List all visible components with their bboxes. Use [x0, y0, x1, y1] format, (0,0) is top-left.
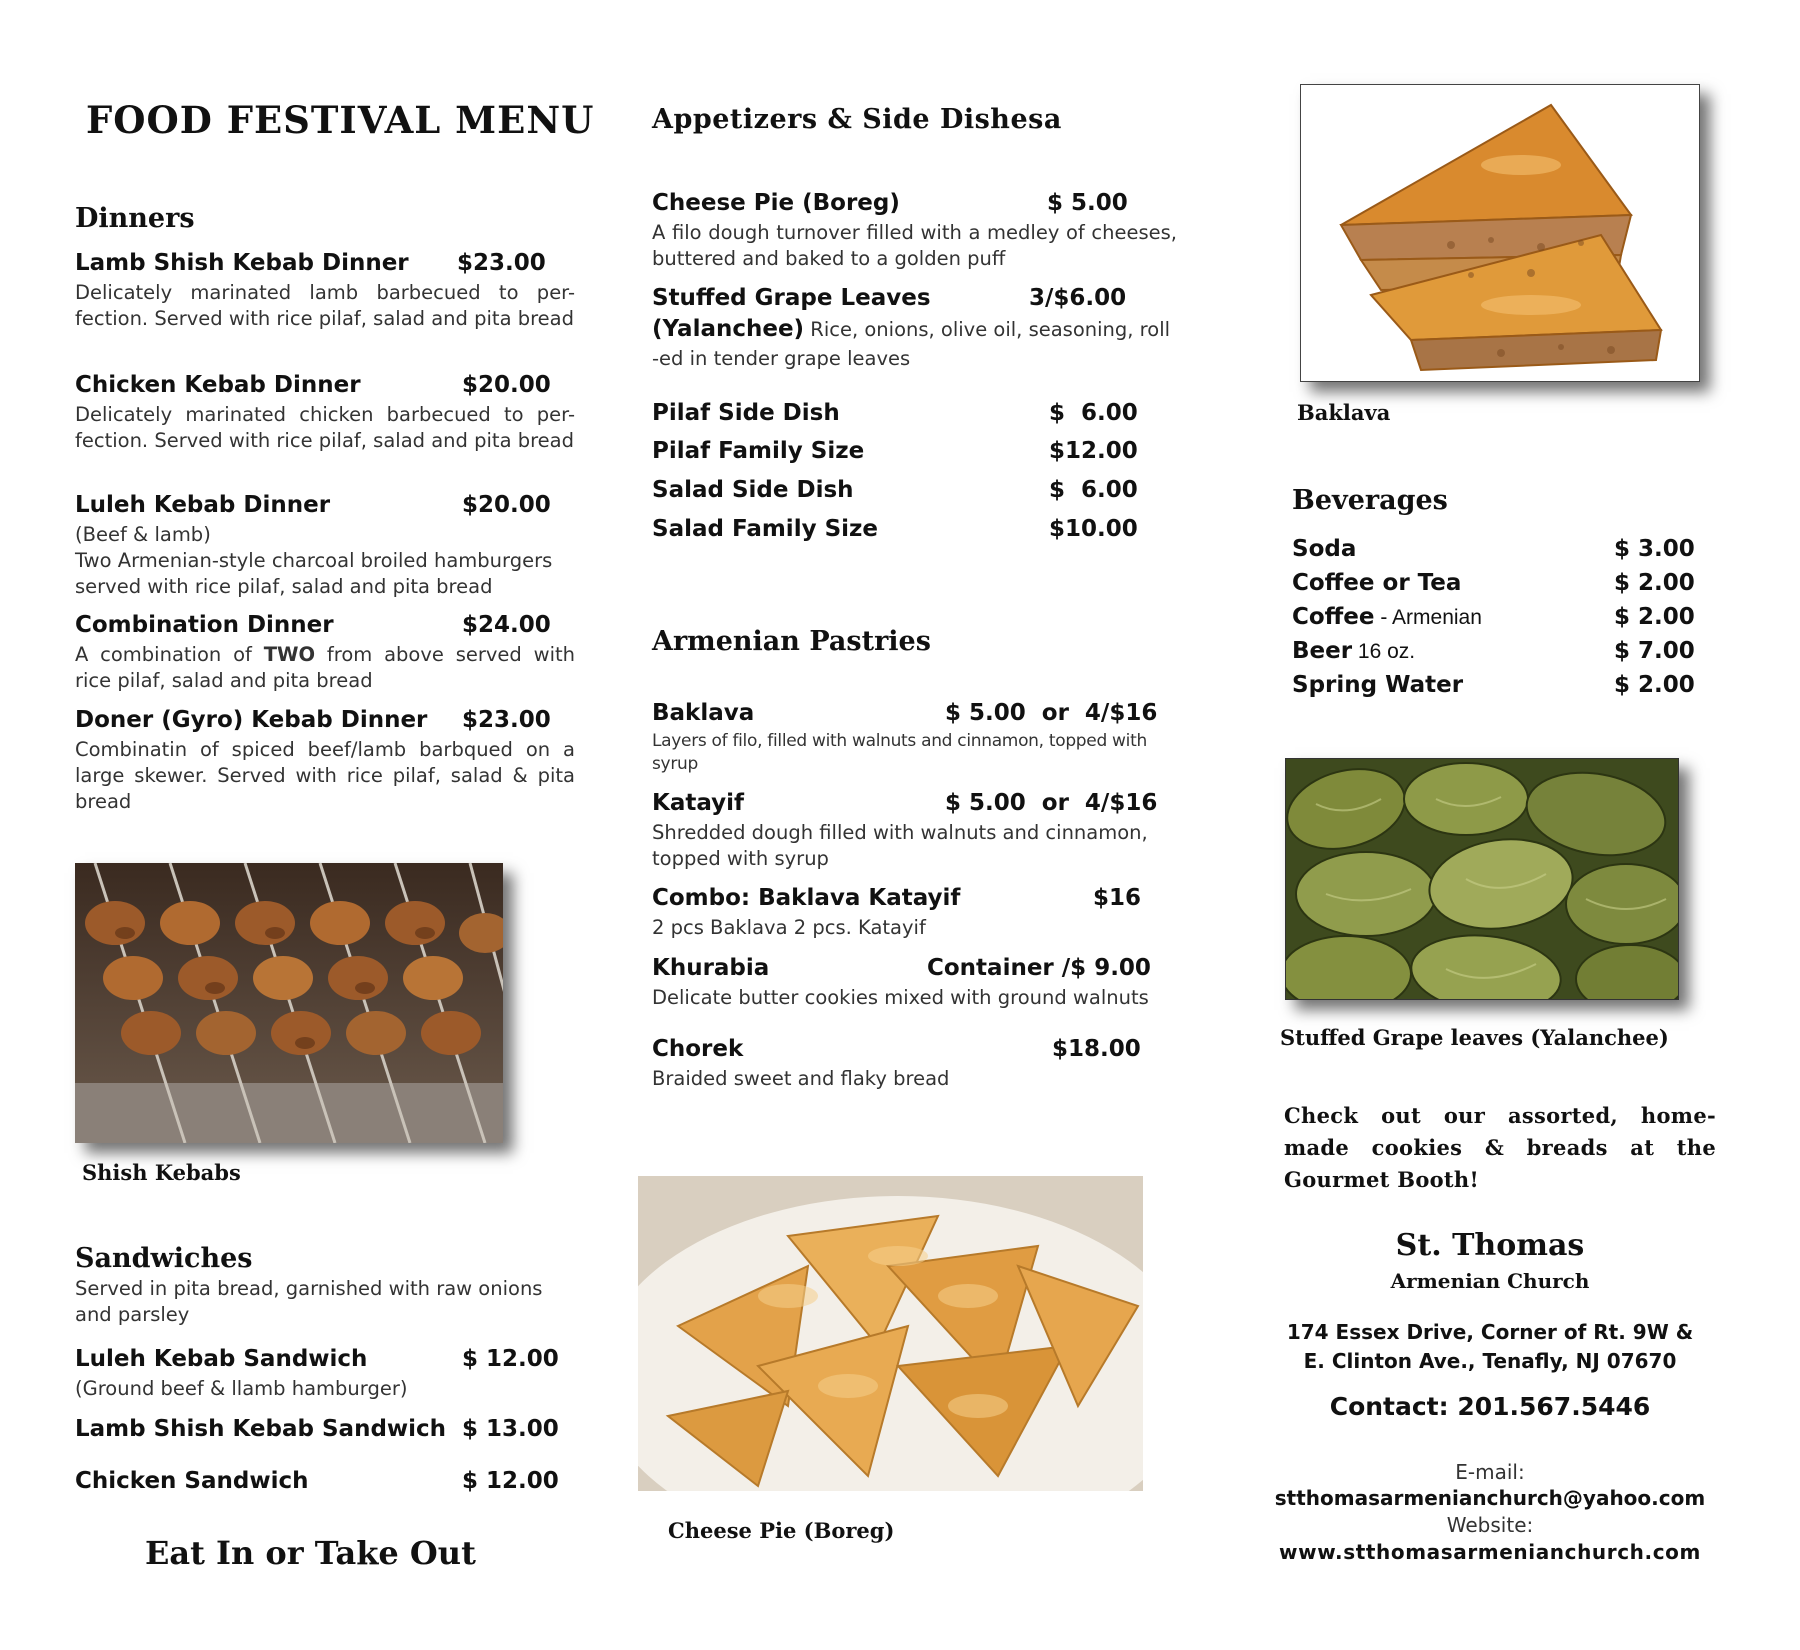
item-name: Chorek	[652, 1036, 744, 1062]
email-label: E-mail:	[1455, 1460, 1525, 1484]
cheese-pie-caption: Cheese Pie (Boreg)	[668, 1518, 895, 1543]
baklava-photo	[1300, 84, 1700, 382]
item-price: $ 6.00	[1049, 477, 1138, 503]
item-price: $ 13.00	[462, 1416, 559, 1442]
beverage-price: $ 2.00	[1614, 672, 1695, 698]
item-price: $ 12.00	[462, 1346, 559, 1372]
beverage-row	[1292, 536, 1695, 562]
description-text: A combination of	[75, 643, 264, 666]
item-price: $24.00	[462, 612, 551, 638]
item-price: $ 12.00	[462, 1468, 559, 1494]
item-name: Pilaf Side Dish	[652, 400, 840, 426]
item-name: Chicken Kebab Dinner	[75, 372, 361, 398]
item-price: $ 5.00	[1047, 190, 1128, 216]
beverage-name: Spring Water	[1292, 672, 1464, 698]
beverage-price: $ 7.00	[1614, 638, 1695, 664]
item-name: Khurabia	[652, 955, 770, 981]
beverage-row	[1292, 638, 1695, 664]
website-label: Website:	[1446, 1513, 1534, 1537]
item-description	[75, 642, 575, 694]
cheese-pie-photo	[638, 1176, 1143, 1491]
item-description: Shredded dough filled with walnuts and cinnamon, topped with syrup	[652, 821, 1148, 870]
kebab-icon	[75, 863, 503, 1143]
grape-leaves-icon	[1286, 759, 1678, 999]
item-price: $12.00	[1049, 438, 1138, 464]
emphasis-text: TWO	[263, 643, 316, 666]
item-name: Salad Family Size	[652, 516, 879, 542]
item-price: $ 5.00 or 4/$16	[945, 790, 1158, 816]
item-name: Luleh Kebab Dinner	[75, 492, 331, 518]
item-price: $16	[1093, 885, 1142, 911]
beverage-row	[1292, 672, 1695, 698]
item-description: 2 pcs Baklava 2 pcs. Katayif	[652, 916, 926, 939]
gourmet-booth-promo: Check out our assorted, home-made cookies & breads at the Gourmet Booth!	[1284, 1103, 1716, 1192]
beverage-row	[1292, 570, 1695, 596]
item-price: $23.00	[462, 707, 551, 733]
eat-in-take-out: Eat In or Take Out	[145, 1534, 476, 1572]
grape-leaves-caption: Stuffed Grape leaves (Yalanchee)	[1280, 1025, 1669, 1050]
item-price: $ 5.00 or 4/$16	[945, 700, 1158, 726]
menu-title: FOOD FESTIVAL MENU	[86, 98, 595, 142]
item-name: Chicken Sandwich	[75, 1468, 309, 1494]
item-price: $ 6.00	[1049, 400, 1138, 426]
baklava-caption: Baklava	[1297, 400, 1391, 425]
beverage-name: Soda	[1292, 536, 1357, 562]
item-name: Lamb Shish Kebab Dinner	[75, 250, 409, 276]
item-description: Delicately marinated chicken barbecued to per-fection. Served with rice pilaf, salad and pita bread	[75, 403, 575, 452]
dinners-heading: Dinners	[75, 203, 195, 234]
item-description: Combinatin of spiced beef/lamb barbqued on a large skewer. Served with rice pilaf, salad & pita bread	[75, 738, 575, 813]
item-description: A filo dough turnover filled with a medley of cheeses, buttered and baked to a golden puff	[652, 221, 1177, 270]
contact-phone: Contact: 201.567.5446	[1329, 1392, 1651, 1421]
item-price: $20.00	[462, 492, 551, 518]
email-link[interactable]: stthomasarmenianchurch@yahoo.com	[1274, 1486, 1706, 1510]
pastries-heading: Armenian Pastries	[652, 626, 931, 657]
item-price: Container /$ 9.00	[927, 955, 1151, 981]
address-line: E. Clinton Ave., Tenafly, NJ 07670	[1303, 1349, 1677, 1373]
item-note: (Beef & lamb)	[75, 523, 211, 546]
item-name: (Yalanchee)	[652, 316, 805, 342]
beverage-name: Coffee	[1292, 604, 1375, 630]
item-price: $23.00	[457, 250, 546, 276]
website-link[interactable]: www.stthomasarmenianchurch.com	[1279, 1540, 1701, 1564]
item-name: Combo: Baklava Katayif	[652, 885, 961, 911]
beverage-extra: - Armenian	[1374, 606, 1482, 629]
item-name: Stuffed Grape Leaves	[652, 285, 931, 311]
item-price: $18.00	[1052, 1036, 1141, 1062]
beverages-heading: Beverages	[1292, 485, 1448, 516]
church-subtitle: Armenian Church	[1390, 1269, 1590, 1293]
item-name: Pilaf Family Size	[652, 438, 865, 464]
item-name: Combination Dinner	[75, 612, 334, 638]
beverage-name: Beer	[1292, 638, 1353, 664]
item-name: Doner (Gyro) Kebab Dinner	[75, 707, 428, 733]
beverage-row	[1292, 604, 1695, 630]
item-name: Cheese Pie (Boreg)	[652, 190, 900, 216]
beverages-list	[1292, 536, 1695, 706]
item-description: Braided sweet and flaky bread	[652, 1067, 950, 1090]
beverage-name: Coffee or Tea	[1292, 570, 1462, 596]
item-price: $20.00	[462, 372, 551, 398]
grape-leaves-photo	[1285, 758, 1679, 1000]
item-description: -ed in tender grape leaves	[652, 347, 911, 370]
item-name: Katayif	[652, 790, 745, 816]
item-price: 3/$6.00	[1029, 285, 1127, 311]
item-name: Lamb Shish Kebab Sandwich	[75, 1416, 447, 1442]
church-name: St. Thomas	[1395, 1228, 1585, 1263]
description-text: Rice, onions, olive oil, seasoning, roll	[804, 318, 1171, 341]
cheese-pie-icon	[638, 1176, 1143, 1491]
item-description: Two Armenian-style charcoal broiled hamburgers served with rice pilaf, salad and pita bread	[75, 549, 553, 598]
sandwiches-heading: Sandwiches	[75, 1243, 253, 1274]
baklava-icon	[1301, 85, 1699, 381]
beverage-price: $ 3.00	[1614, 536, 1695, 562]
kebab-caption: Shish Kebabs	[82, 1160, 241, 1185]
item-description: Layers of filo, filled with walnuts and cinnamon, topped with syrup	[652, 731, 1147, 774]
beverage-extra: 16 oz.	[1352, 640, 1416, 663]
item-description	[652, 316, 1170, 342]
item-description: Delicate butter cookies mixed with ground walnuts	[652, 986, 1149, 1009]
address-line: 174 Essex Drive, Corner of Rt. 9W &	[1286, 1320, 1694, 1344]
kebab-photo	[75, 863, 503, 1143]
item-name: Baklava	[652, 700, 755, 726]
church-address	[1270, 1318, 1710, 1376]
sandwiches-description: Served in pita bread, garnished with raw onions and parsley	[75, 1277, 543, 1326]
item-note: (Ground beef & llamb hamburger)	[75, 1377, 408, 1400]
appetizers-heading: Appetizers & Side Dishesa	[652, 104, 1062, 135]
beverage-price: $ 2.00	[1614, 570, 1695, 596]
item-description: Delicately marinated lamb barbecued to per-fection. Served with rice pilaf, salad and pita bread	[75, 281, 575, 330]
description-text: from above served with rice pilaf, salad and pita bread	[75, 643, 575, 692]
beverage-price: $ 2.00	[1614, 604, 1695, 630]
item-name: Luleh Kebab Sandwich	[75, 1346, 368, 1372]
item-price: $10.00	[1049, 516, 1138, 542]
item-name: Salad Side Dish	[652, 477, 854, 503]
